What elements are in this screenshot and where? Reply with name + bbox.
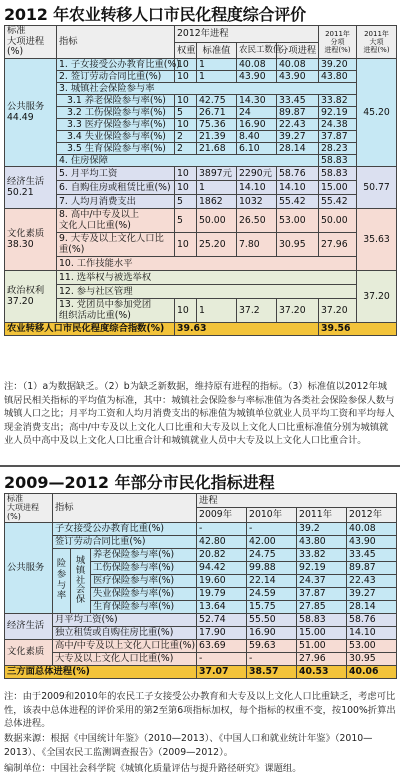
cell-farmer: 1032 (237, 195, 277, 209)
cell-progress: 58.76 (277, 167, 319, 181)
cell-2012: 53.00 (347, 639, 397, 652)
category-economic-life: 经济生活 50.21 (5, 167, 57, 209)
cell-2011: 27.85 (297, 600, 347, 613)
cell-progress: 22.43 (277, 119, 319, 131)
row-label: 签订劳动合同比重(%) (53, 535, 197, 548)
cell-weight: 10 (175, 233, 197, 257)
row-label: 2. 签订劳动合同比重(%) (57, 71, 175, 83)
cell-weight: 2 (175, 143, 197, 155)
cell-progress: 14.10 (277, 181, 319, 195)
evaluation-table-2012 (4, 25, 397, 336)
cell-standard: 50.00 (197, 209, 237, 233)
header-progress-2012: 2012年进程 (175, 26, 319, 43)
cell-2010: 55.50 (247, 613, 297, 626)
cell-progress-2011: 58.83 (319, 155, 357, 167)
header-indicator: 指标 (57, 26, 175, 59)
cell-2010: 16.90 (247, 626, 297, 639)
cell-progress-2011: 58.83 (319, 167, 357, 181)
row-label: 大专及以上文化人口比重(%) (53, 652, 197, 665)
cell-progress-2011: 55.42 (319, 195, 357, 209)
row-label: 高中/中专及以上文化人口比重(%) (53, 639, 197, 652)
cell-2011: 15.00 (297, 626, 347, 639)
cell-2010: 15.75 (247, 600, 297, 613)
cell-farmer: 40.08 (237, 59, 277, 71)
cell-2011: 43.80 (297, 535, 347, 548)
cell-standard: 1 (197, 71, 237, 83)
cell-2009: 19.79 (197, 587, 247, 600)
row-label: 3.5 生育保险参与率(%) (57, 143, 175, 155)
data-source: 数据来源：根据《中国统计年鉴》（2010—2013）、《中国人口和就业统计年鉴》（2010—2013）、《全国农民工监测调查报告》（2009—2012）。 (4, 733, 373, 758)
cell-2009: 52.74 (197, 613, 247, 626)
total-2011: 40.53 (297, 665, 347, 678)
row-label: 1. 子女接受公办教育比重(%) (57, 59, 175, 71)
cell-weight: 2 (175, 131, 197, 143)
total-label: 三方面总体进程(%) (5, 665, 197, 678)
cell-standard: 75.36 (197, 119, 237, 131)
cell-progress-2011: 33.82 (319, 95, 357, 107)
cell-2009: 42.80 (197, 535, 247, 548)
big-2011-politics: 37.20 (357, 271, 397, 323)
header-big-2011: 2011年 大项 进程(%) (357, 26, 397, 59)
category-economic-life: 经济生活 (5, 613, 53, 639)
cell-progress-2011: 37.87 (319, 131, 357, 143)
header-2009: 2009年 (197, 508, 247, 522)
cell-standard: 26.71 (197, 107, 237, 119)
cell-progress-2011: 92.19 (319, 107, 357, 119)
cell-progress-2011: 43.80 (319, 71, 357, 83)
row-label: 11. 选举权与被选举权 (57, 271, 357, 285)
header-2012: 2012年 (347, 508, 397, 522)
cell-2011: 92.19 (297, 561, 347, 574)
header-standard: 标准 大项进程(%) (5, 26, 57, 59)
total-2011: 39.56 (319, 323, 397, 336)
cell-2012: 33.45 (347, 548, 397, 561)
cell-weight: 5 (175, 107, 197, 119)
row-label: 3.1 养老保险参与率(%) (57, 95, 175, 107)
cell-farmer: 6.10 (237, 143, 277, 155)
cell-2011: 33.82 (297, 548, 347, 561)
cell-2009: 20.82 (197, 548, 247, 561)
cell-weight: 5 (175, 209, 197, 233)
cell-2011: 39.2 (297, 522, 347, 535)
header-standard: 标准 大项进程(%) (5, 494, 53, 523)
cell-2009: 19.60 (197, 574, 247, 587)
cell-standard: 42.75 (197, 95, 237, 107)
cell-2010: - (247, 522, 297, 535)
header-indicator: 指标 (53, 494, 197, 523)
cell-progress: 28.14 (277, 143, 319, 155)
row-label: 3.4 失业保险参与率(%) (57, 131, 175, 143)
big-2011-culture: 35.63 (357, 209, 397, 271)
big-2011-economic: 50.77 (357, 167, 397, 209)
cell-2012: 30.95 (347, 652, 397, 665)
cell-progress: 33.45 (277, 95, 319, 107)
cell-progress-2011: 50.00 (319, 209, 357, 233)
cell-2010: - (247, 652, 297, 665)
cell-2009: - (197, 522, 247, 535)
cell-2011: 37.87 (297, 587, 347, 600)
cell-2011: 51.00 (297, 639, 347, 652)
row-label: 月平均工资(%) (53, 613, 197, 626)
header-sub-progress: 分项进程 (277, 42, 319, 59)
cell-progress: 37.20 (277, 299, 319, 323)
total-2012: 39.63 (175, 323, 319, 336)
table2-title: 2009—2012 年部分市民化指标进程 (4, 473, 275, 492)
cell-farmer: 26.50 (237, 209, 277, 233)
category-cultural-quality: 文化素质 (5, 639, 53, 665)
cell-2009: - (197, 652, 247, 665)
header-2011: 2011年 (297, 508, 347, 522)
cell-2012: 43.90 (347, 535, 397, 548)
cell-progress-2011: 15.00 (319, 181, 357, 195)
progress-table-2009-2012 (4, 493, 397, 679)
cell-2012: 39.27 (347, 587, 397, 600)
insurance-group-side: 城镇社会保 (71, 548, 91, 613)
cell-farmer: 2290元 (237, 167, 277, 181)
row-label: 失业保险参与率(%) (91, 587, 197, 600)
category-political-rights: 政治权利 37.20 (5, 271, 57, 323)
cell-2012: 22.43 (347, 574, 397, 587)
cell-2009: 17.90 (197, 626, 247, 639)
row-label: 3. 城镇社会保险参与率 (57, 83, 357, 95)
cell-progress-2011: 28.23 (319, 143, 357, 155)
row-label: 工伤保险参与率(%) (91, 561, 197, 574)
cell-weight: 10 (175, 95, 197, 107)
row-label: 生育保险参与率(%) (91, 600, 197, 613)
cell-standard: 25.20 (197, 233, 237, 257)
big-2011-public: 45.20 (357, 59, 397, 167)
cell-weight: 10 (175, 119, 197, 131)
header-2010: 2010年 (247, 508, 297, 522)
cell-progress: 30.95 (277, 233, 319, 257)
total-2009: 37.07 (197, 665, 247, 678)
cell-2012: 89.87 (347, 561, 397, 574)
table1-title: 2012 年农业转移人口市民化程度综合评价 (4, 5, 306, 24)
cell-progress: 55.42 (277, 195, 319, 209)
row-label: 8. 高中/中专及以上 文化人口比重(%) (57, 209, 175, 233)
cell-farmer: 24 (237, 107, 277, 119)
cell-standard: 1 (197, 299, 237, 323)
row-label: 12. 参与社区管理 (57, 285, 357, 299)
cell-progress: 40.08 (277, 59, 319, 71)
section-divider (0, 465, 400, 467)
row-label: 子女接受公办教育比重(%) (53, 522, 197, 535)
cell-2009: 94.42 (197, 561, 247, 574)
cell-2009: 63.69 (197, 639, 247, 652)
header-farmer-value: 农民工数值 (237, 42, 277, 59)
cell-farmer: 37.2 (237, 299, 277, 323)
cell-2010: 24.59 (247, 587, 297, 600)
row-label: 13. 党团员中参加党团 组织活动比重(%) (57, 299, 175, 323)
compiler: 编制单位：中国社会科学院《城镇化质量评估与提升路径研究》课题组。 (4, 763, 302, 774)
row-label: 3.3 医疗保险参与率(%) (57, 119, 175, 131)
total-2010: 38.57 (247, 665, 297, 678)
row-label: 7. 人均月消费支出 (57, 195, 175, 209)
total-2012: 40.06 (347, 665, 397, 678)
cell-2010: 42.00 (247, 535, 297, 548)
header-standard-value: 标准值 (197, 42, 237, 59)
cell-weight: 5 (175, 195, 197, 209)
row-label: 医疗保险参与率(%) (91, 574, 197, 587)
cell-weight: 10 (175, 71, 197, 83)
table1-notes: 注：（1）a为数据缺乏。（2）b为缺乏新数据，维持原有进程的指标。（3）标准值以2012年城镇居民相关指标的平均值为标准，其中：城镇社会保险参与率标准值为各类社会保险参保人数与城镇人口之比；月平均工资和人均月消费支出的标准值为城镇单位就业人员平均工资和平均每人现金消费支出；高中/中专及以上文化人口比重和大专及以上文化人口比重标准值分别为城镇就业人员中高中及以上文化人口比重合计和城镇就业人员中大专及以上文化人口比重合计。 (4, 381, 395, 446)
cell-2009: 13.64 (197, 600, 247, 613)
cell-farmer: 7.80 (237, 233, 277, 257)
category-public-services: 公共服务 (5, 522, 53, 613)
cell-2012: 28.14 (347, 600, 397, 613)
cell-2010: 22.14 (247, 574, 297, 587)
table2-notes: 注：由于2009和2010年的农民工子女接受公办教育和大专及以上文化人口比重缺乏，考虑可比性，该表中总体进程的评价采用的第2至第6项指标加权，每个指标的权重不变，按100%折算出总体进程。 (4, 691, 396, 729)
row-label: 养老保险参与率(%) (91, 548, 197, 561)
cell-standard: 1 (197, 59, 237, 71)
cell-farmer: 16.90 (237, 119, 277, 131)
cell-progress-2011: 24.38 (319, 119, 357, 131)
total-label: 农业转移人口市民化程度综合指数(%) (5, 323, 175, 336)
cell-weight: 10 (175, 299, 197, 323)
row-label: 独立租赁或自购住房比重(%) (53, 626, 197, 639)
cell-standard: 1862 (197, 195, 237, 209)
cell-standard: 21.39 (197, 131, 237, 143)
cell-weight: 10 (175, 181, 197, 195)
cell-standard: 1 (197, 181, 237, 195)
cell-2011: 24.37 (297, 574, 347, 587)
cell-2010: 99.88 (247, 561, 297, 574)
cell-progress: 89.87 (277, 107, 319, 119)
cell-2010: 59.63 (247, 639, 297, 652)
header-sub-2011: 2011年 分项 进程(%) (319, 26, 357, 59)
row-label: 3.2 工伤保险参与率(%) (57, 107, 175, 119)
category-public-services: 公共服务 44.49 (5, 59, 57, 167)
row-label: 6. 自购住房或租赁比重(%) (57, 181, 175, 195)
cell-progress: 43.90 (277, 71, 319, 83)
cell-progress-2011: 39.20 (319, 59, 357, 71)
row-label: 10. 工作技能水平 (57, 257, 357, 271)
cell-farmer: 8.40 (237, 131, 277, 143)
cell-farmer: 43.90 (237, 71, 277, 83)
cell-farmer: 14.10 (237, 181, 277, 195)
category-cultural-quality: 文化素质 38.30 (5, 209, 57, 271)
cell-2011: 27.96 (297, 652, 347, 665)
header-progress: 进程 (197, 494, 397, 508)
cell-2012: 58.76 (347, 613, 397, 626)
row-label: 5. 月平均工资 (57, 167, 175, 181)
cell-2010: 24.75 (247, 548, 297, 561)
insurance-group-label: 险参与率 (53, 548, 71, 613)
cell-2012: 14.10 (347, 626, 397, 639)
header-weight: 权重 (175, 42, 197, 59)
cell-progress: 39.27 (277, 131, 319, 143)
cell-weight: 10 (175, 59, 197, 71)
row-label: 9. 大专及以上文化人口比重(%) (57, 233, 175, 257)
cell-farmer: 14.30 (237, 95, 277, 107)
cell-weight: 10 (175, 167, 197, 181)
cell-progress: 53.00 (277, 209, 319, 233)
cell-2012: 40.08 (347, 522, 397, 535)
cell-2011: 58.83 (297, 613, 347, 626)
cell-progress-2011: 37.20 (319, 299, 357, 323)
row-label: 4. 住房保障 (57, 155, 319, 167)
cell-progress-2011: 27.96 (319, 233, 357, 257)
cell-standard: 21.68 (197, 143, 237, 155)
cell-standard: 3897元 (197, 167, 237, 181)
